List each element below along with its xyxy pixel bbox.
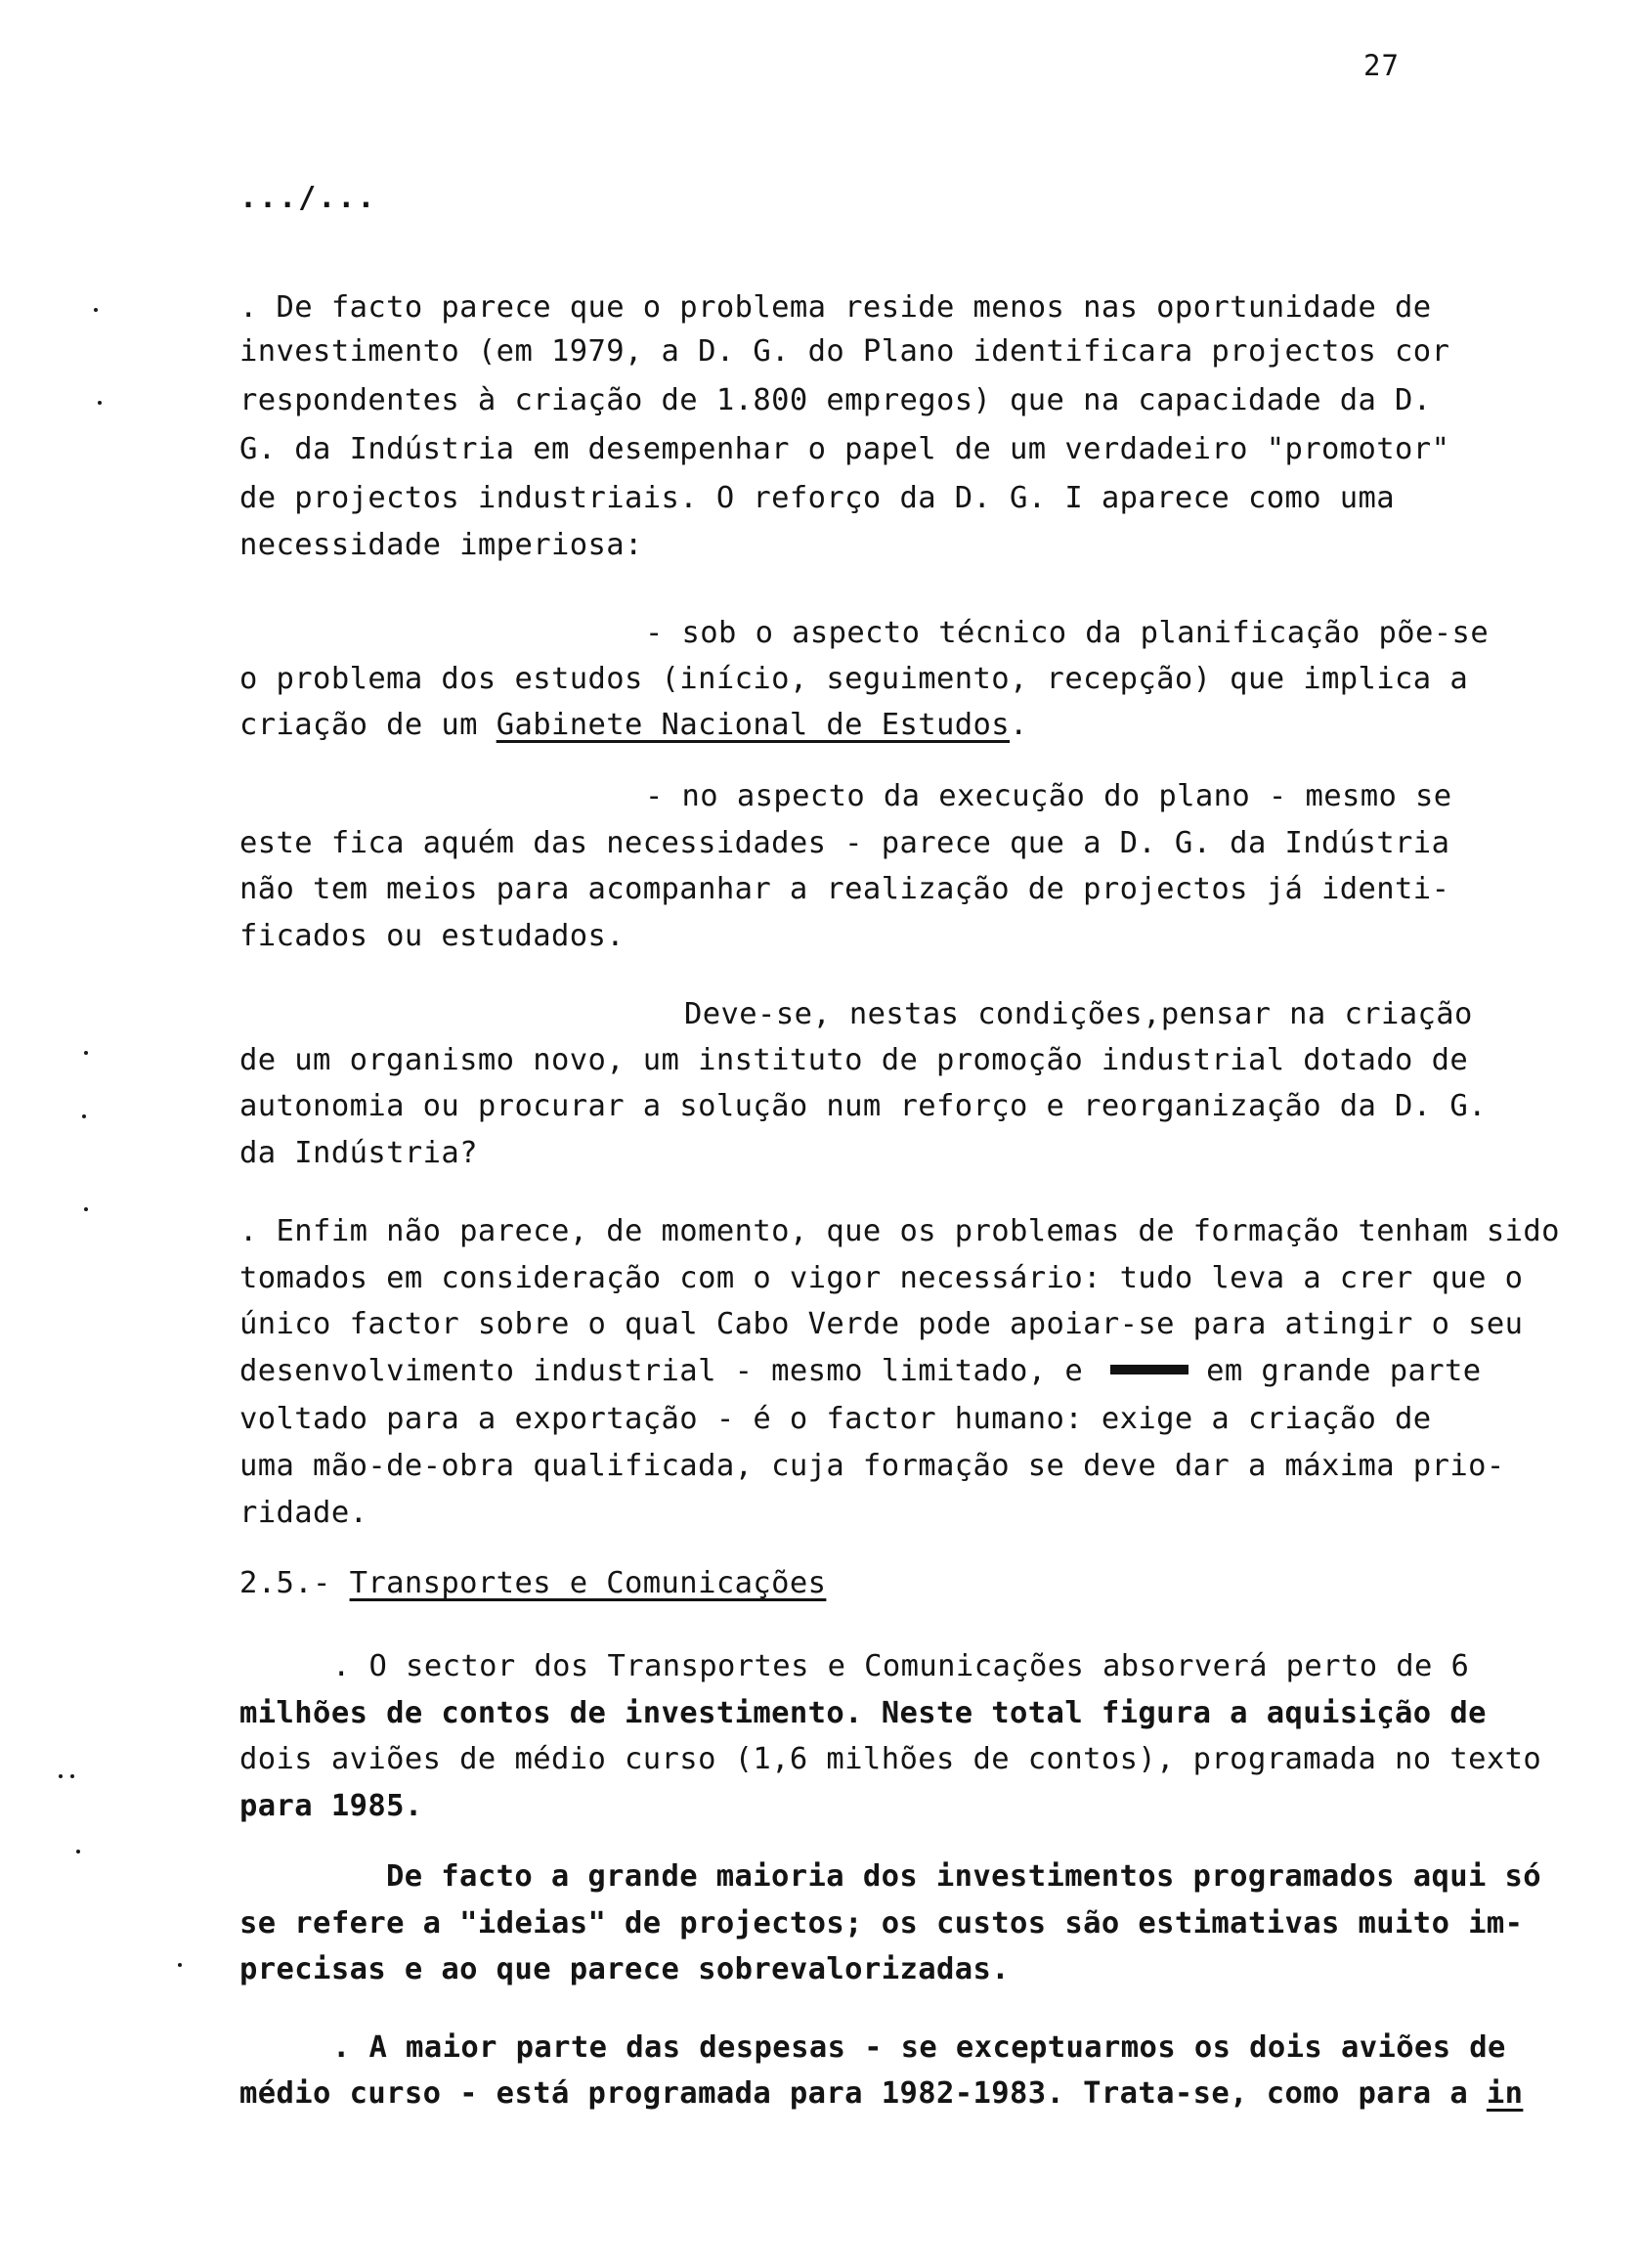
margin-dot: [59, 1774, 63, 1778]
body-line: De facto a grande maioria dos investimentos programados aqui só: [386, 1859, 1542, 1894]
margin-dot: [98, 401, 102, 405]
body-line: para 1985.: [239, 1789, 423, 1823]
body-text: desenvolvimento industrial - mesmo limitado, e: [239, 1354, 1084, 1388]
body-line: - sob o aspecto técnico da planificação põe-se: [645, 616, 1490, 650]
body-line: ficados ou estudados.: [239, 919, 626, 953]
body-line: dois aviões de médio curso (1,6 milhões de contos), programada no texto: [239, 1742, 1542, 1776]
margin-dot: [178, 1963, 182, 1967]
body-line: o problema dos estudos (início, seguimento, recepção) que implica a: [239, 662, 1469, 696]
body-line: milhões de contos de investimento. Neste total figura a aquisição de: [239, 1696, 1487, 1730]
margin-dot: [76, 1850, 80, 1854]
body-line: se refere a "ideias" de projectos; os custos são estimativas muito im-: [239, 1906, 1524, 1941]
body-text: in: [1486, 2076, 1524, 2111]
continuation-marker: .../...: [239, 181, 377, 215]
body-line: não tem meios para acompanhar a realização de projectos já identi-: [239, 872, 1450, 906]
body-line: uma mão-de-obra qualificada, cuja formação se deve dar a máxima prio-: [239, 1449, 1505, 1483]
margin-dot: [70, 1774, 74, 1778]
section-title: Transportes e Comunicações: [349, 1566, 827, 1600]
body-line: investimento (em 1979, a D. G. do Plano identificara projectos cor: [239, 334, 1450, 369]
body-line: [239, 706, 1028, 745]
body-line: da Indústria?: [239, 1136, 478, 1170]
body-line: tomados em consideração com o vigor necessário: tudo leva a crer que o: [239, 1261, 1524, 1295]
body-line: . Enfim não parece, de momento, que os problemas de formação tenham sido: [239, 1214, 1560, 1248]
margin-dot: [84, 1207, 88, 1211]
body-line: voltado para a exportação - é o factor humano: exige a criação de: [239, 1402, 1432, 1436]
body-line: . A maior parte das despesas - se exceptuarmos os dois aviões de: [332, 2030, 1506, 2065]
margin-dot: [82, 1114, 86, 1118]
body-line: . O sector dos Transportes e Comunicações absorverá perto de 6: [332, 1649, 1470, 1683]
body-line: . De facto parece que o problema reside menos nas oportunidade de: [239, 290, 1432, 325]
body-line: este fica aquém das necessidades - parece que a D. G. da Indústria: [239, 826, 1450, 860]
body-line: [239, 1352, 1482, 1391]
body-line: G. da Indústria em desempenhar o papel de um verdadeiro "promotor": [239, 432, 1450, 466]
body-line: ridade.: [239, 1496, 368, 1530]
body-line: - no aspecto da execução do plano - mesmo se: [645, 779, 1452, 813]
body-text: médio curso - está programada para 1982-1983. Trata-se, como para a: [239, 2076, 1487, 2111]
margin-dot: [84, 1051, 88, 1055]
body-line: de um organismo novo, um instituto de promoção industrial dotado de: [239, 1043, 1469, 1077]
body-text: em grande parte: [1206, 1354, 1482, 1388]
margin-dot: [94, 308, 98, 312]
body-line: necessidade imperiosa:: [239, 528, 643, 562]
body-line: [239, 2074, 1523, 2114]
redaction-mark: [1110, 1365, 1188, 1374]
body-text: criação de um: [239, 708, 497, 742]
body-line: precisas e ao que parece sobrevalorizadas.: [239, 1952, 1011, 1986]
body-line: único factor sobre o qual Cabo Verde pode apoiar-se para atingir o seu: [239, 1307, 1524, 1341]
body-text: .: [1010, 708, 1028, 742]
page-number: 27: [1363, 49, 1400, 82]
body-line: respondentes à criação de 1.800 empregos) que na capacidade da D.: [239, 383, 1432, 417]
body-line: de projectos industriais. O reforço da D. G. I aparece como uma: [239, 481, 1396, 515]
gabinete-nacional-heading: Gabinete Nacional de Estudos: [496, 708, 1011, 742]
body-line: Deve-se, nestas condições,pensar na criação: [684, 997, 1473, 1031]
section-number: 2.5.-: [239, 1566, 350, 1600]
body-line: autonomia ou procurar a solução num reforço e reorganização da D. G.: [239, 1089, 1487, 1123]
section-heading: [239, 1564, 826, 1603]
